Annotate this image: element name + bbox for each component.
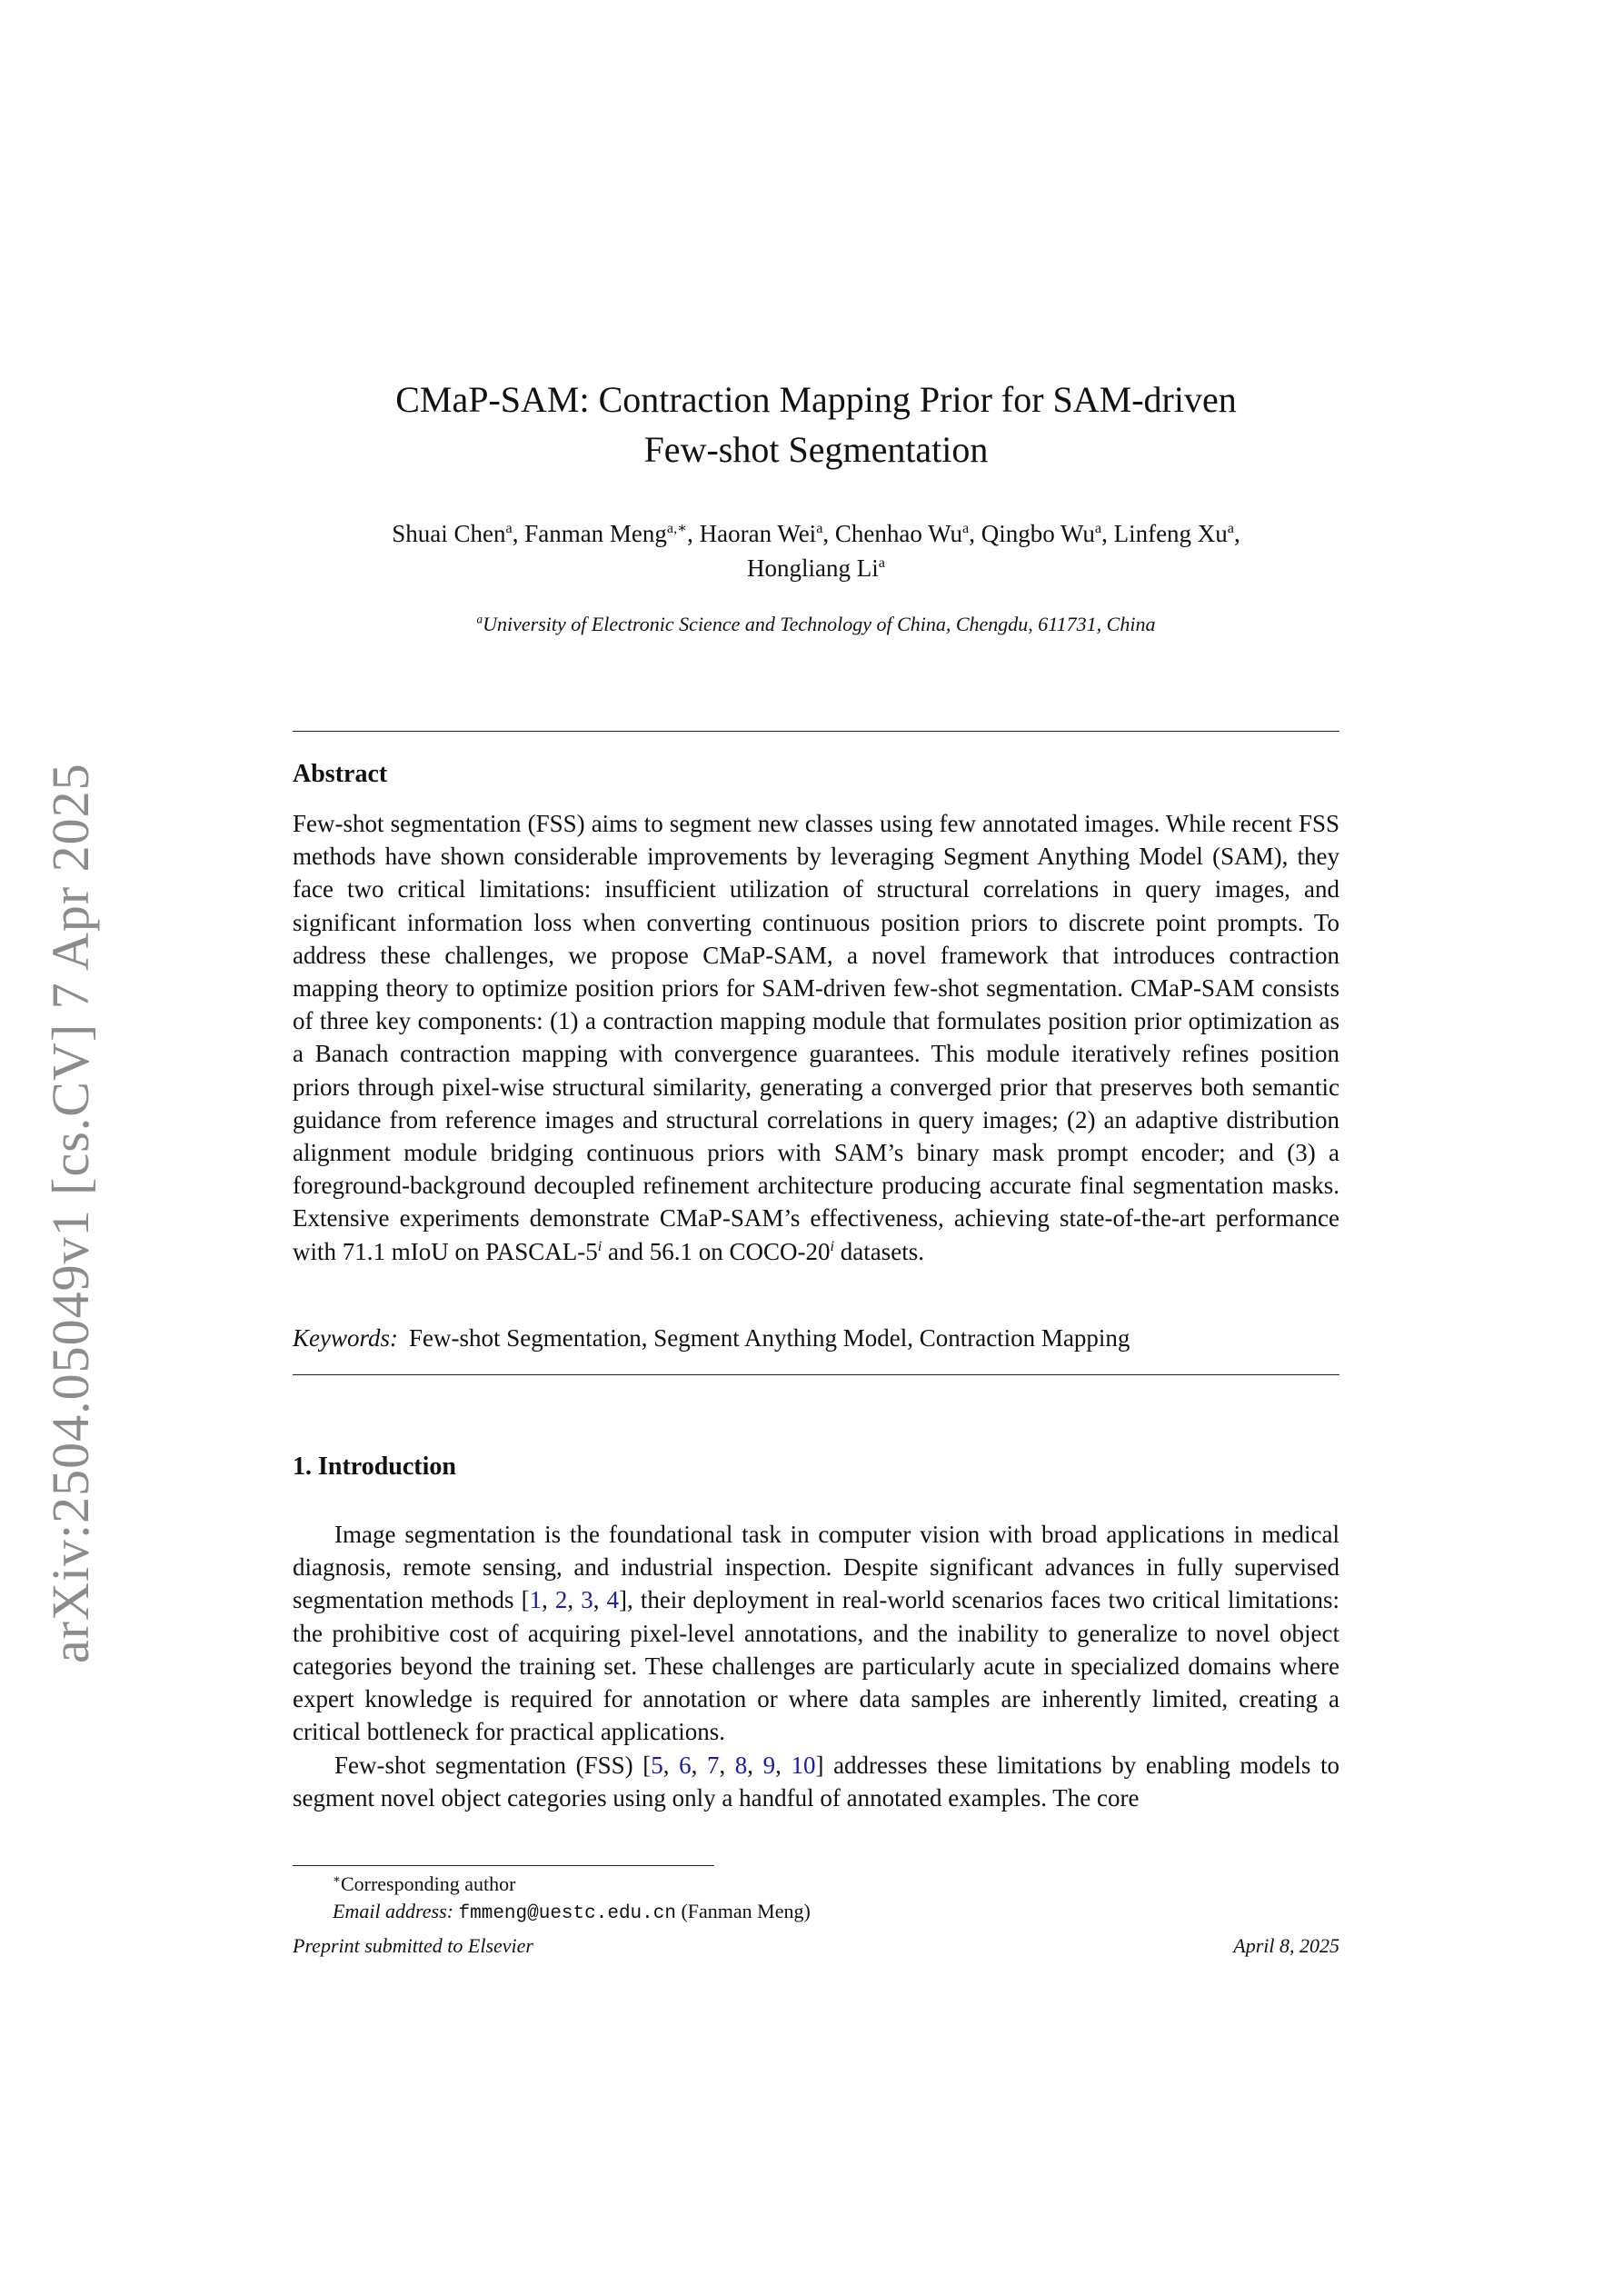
citation-link[interactable]: 4 [606, 1586, 620, 1614]
intro-paragraph-1: Image segmentation is the foundational task in computer vision with broad applications in medical diagnosis, remote sensing, and industrial inspection. Despite significant advances in fully supervised segmentation methods [1, 2, 3, 4], their deployment in real-world scenarios faces two critical limitations: the prohibitive cost of acquiring pixel-level annotations, and the inability to generalize to novel object categories beyond the training set. These challenges are particularly acute in specialized domains where expert knowledge is required for annotation or where data samples are inherently limited, creating a critical bottleneck for practical applications. [293, 1521, 1340, 1746]
footer-date: April 8, 2025 [1233, 1934, 1339, 1957]
introduction-heading: 1. Introduction [293, 1452, 456, 1481]
citation-link[interactable]: 3 [581, 1586, 593, 1614]
keywords-text: Few-shot Segmentation, Segment Anything Model, Contraction Mapping [409, 1324, 1130, 1352]
author: Qingbo Wu$^a$ [981, 520, 1102, 547]
author: Linfeng Xu$^a$ [1113, 520, 1234, 547]
footer-preprint-note: Preprint submitted to Elsevier [293, 1934, 533, 1957]
footnote-email: Email address: fmmeng@uestc.edu.cn (Fanman Meng) [333, 1900, 811, 1924]
citation-link[interactable]: 5 [651, 1752, 663, 1779]
author: Chenhao Wu$^a$ [834, 520, 970, 547]
arxiv-stamp: arXiv:2504.05049v1 [cs.CV] 7 Apr 2025 [41, 763, 100, 1663]
abstract-bottom-rule [293, 1374, 1339, 1375]
keywords [293, 1322, 1339, 1354]
citation-link[interactable]: 6 [679, 1752, 692, 1779]
title-line-1: CMaP-SAM: Contraction Mapping Prior for SAM-driven [395, 379, 1237, 420]
email-link[interactable]: fmmeng@uestc.edu.cn [458, 1903, 676, 1924]
title-line-2: Few-shot Segmentation [643, 429, 989, 470]
abstract-text: Few-shot segmentation (FSS) aims to segment new classes using few annotated images. While recent FSS methods have shown considerable improvements by leveraging Segment Anything Model (SAM), they face two critical limitations: insufficient utilization of structural correlations in query images, and significant information loss when converting continuous position priors to discrete point prompts. To address these challenges, we propose CMaP-SAM, a novel framework that introduces contraction mapping theory to optimize position priors for SAM-driven few-shot segmentation. CMaP-SAM consists of three key components: (1) a contraction mapping module that formulates position prior optimization as a Banach contraction mapping with convergence guarantees. This module iteratively refines position priors through pixel-wise structural similarity, generating a converged prior that preserves both semantic guidance from reference images and structural correlations in query images; (2) an adaptive distribution alignment module bridging continuous priors with SAM’s binary mask prompt encoder; and (3) a foreground-background decoupled refinement architecture producing accurate final segmentation masks. Extensive experiments demonstrate CMaP-SAM’s effectiveness, achieving state-of-the-art performance with 71.1 mIoU on PASCAL-5$^i$ and 56.1 on COCO-20$^i$ datasets. [293, 810, 1339, 1265]
abstract-heading: Abstract [293, 760, 388, 788]
citation-link[interactable]: 8 [734, 1752, 748, 1779]
author: Haoran Wei$^a$ [699, 520, 823, 547]
author: Hongliang Li$^a$ [747, 554, 885, 582]
footnote-corresponding: ∗Corresponding author [333, 1872, 516, 1895]
citation-link[interactable]: 10 [791, 1752, 816, 1779]
author: Fanman Meng$^{a,∗}$ [524, 520, 688, 547]
page-footer [293, 1934, 1339, 1958]
author-list: Shuai Chen$^a$, Fanman Meng$^{a,∗}$, Haoran Wei$^a$, Chenhao Wu$^a$, Qingbo Wu$^a$, Linfeng Xu$^a$, Hongliang Li$^a$ [392, 520, 1240, 582]
footnote-rule [293, 1865, 714, 1866]
keywords-label: Keywords: [293, 1324, 398, 1352]
author: Shuai Chen$^a$ [392, 520, 513, 547]
abstract-top-rule [293, 731, 1339, 732]
paper-title [293, 374, 1339, 474]
citation-link[interactable]: 9 [762, 1752, 776, 1779]
affiliation: $^a$University of Electronic Science and Technology of China, Chengdu, 611731, China [476, 612, 1156, 635]
citation-link[interactable]: 1 [529, 1586, 543, 1614]
citation-link[interactable]: 7 [706, 1752, 720, 1779]
intro-paragraph-2: Few-shot segmentation (FSS) [5, 6, 7, 8, 9, 10] addresses these limitations by enabling models to segment novel object categories using only a handful of annotated examples. The core [293, 1752, 1340, 1812]
citation-link[interactable]: 2 [554, 1586, 568, 1614]
